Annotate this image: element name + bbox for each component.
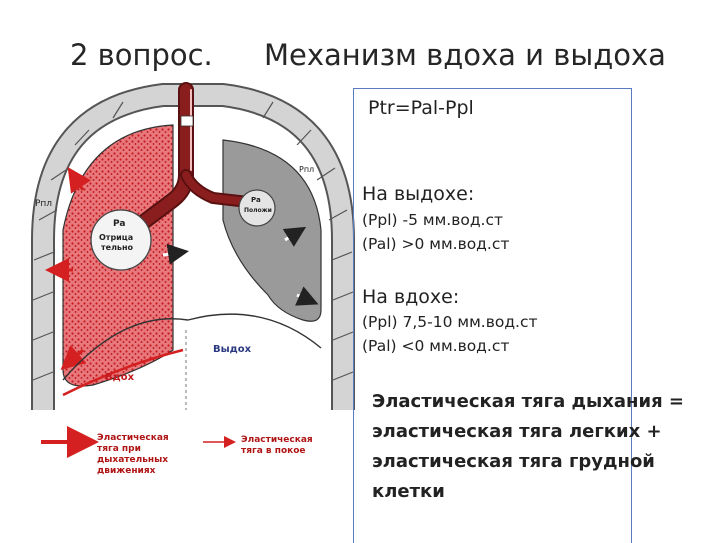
- elastic-line-1: Эластическая тяга дыхания =: [372, 391, 685, 412]
- alveolus-pa-label: Pa: [113, 219, 126, 229]
- alveolus-negative-label-1: Отрица: [99, 233, 134, 242]
- inhale-pal: (Pal) <0 мм.вод.ст: [362, 337, 510, 355]
- exhale-pal: (Pal) >0 мм.вод.ст: [362, 235, 510, 253]
- exhale-label: Выдох: [213, 344, 252, 355]
- airway-pressure-box: [181, 116, 193, 126]
- legend-active-1: Эластическая: [97, 433, 169, 443]
- slide-title-question: 2 вопрос.: [70, 38, 213, 72]
- elastic-line-3: эластическая тяга грудной: [372, 451, 655, 472]
- right-alveolus-positive-label: Положи: [244, 207, 272, 214]
- inhale-ppl: (Ppl) 7,5-10 мм.вод.ст: [362, 313, 538, 331]
- legend-active-2: тяга при: [97, 444, 141, 454]
- legend: [41, 433, 313, 476]
- exhale-ppl: (Ppl) -5 мм.вод.ст: [362, 211, 504, 229]
- legend-active-3: дыхательных: [97, 455, 169, 465]
- right-alveolus-pa-label: Pa: [251, 196, 261, 204]
- elastic-line-4: клетки: [372, 481, 445, 502]
- text-panel: [353, 88, 685, 543]
- legend-rest-1: Эластическая: [241, 435, 313, 445]
- exhale-heading: На выдохе:: [362, 183, 475, 205]
- ppl-left-label: Pпл: [35, 199, 53, 209]
- alveolus-negative-label-2: тельно: [101, 243, 134, 252]
- inhale-label: Вдох: [105, 372, 135, 383]
- slide-title: Механизм вдоха и выдоха: [264, 38, 666, 72]
- respiration-diagram: [23, 80, 363, 540]
- legend-active-4: движениях: [97, 466, 156, 476]
- inhale-heading: На вдохе:: [362, 286, 460, 308]
- ppl-right-label: Pпл: [299, 165, 315, 174]
- pressure-formula: Ptr=Pal-Ppl: [368, 97, 474, 119]
- elastic-line-2: эластическая тяга легких +: [372, 421, 662, 442]
- legend-rest-2: тяга в покое: [241, 446, 306, 456]
